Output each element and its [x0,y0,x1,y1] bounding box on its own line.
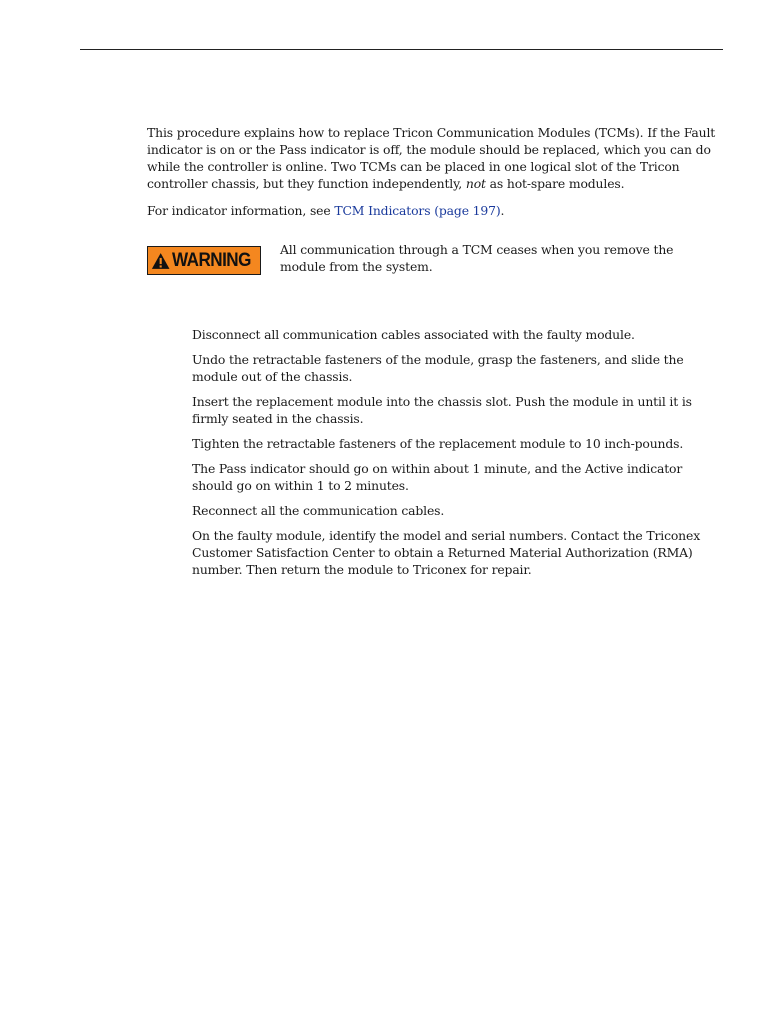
procedure-step: Reconnect all the communication cables. [192,503,445,518]
indicator-info-suffix: . [500,203,505,218]
indicator-info-prefix: For indicator information, see [147,203,335,218]
procedure-step: Insert the replacement module into the chassis slot. Push the module in until it is firmly seated in the chassis. [192,394,692,426]
intro-emphasis: not [465,176,486,191]
warning-label: WARNING [172,249,252,271]
warning-text: All communication through a TCM ceases when you remove the module from the system. [280,242,674,274]
warning-badge [147,246,261,275]
warning-triangle-icon [151,251,170,271]
procedure-step: Tighten the retractable fasteners of the replacement module to 10 inch-pounds. [192,436,684,451]
procedure-steps [192,326,725,586]
intro-text-end: as hot-spare modules. [485,176,625,191]
procedure-step: Disconnect all communication cables associated with the faulty module. [192,327,635,342]
intro-paragraph [147,124,725,192]
procedure-step: On the faulty module, identify the model and serial numbers. Contact the Triconex Customer Satisfaction Center to obtain a Returned Material Authorization (RMA) number. Then return the module to Triconex for repair. [192,528,701,577]
procedure-step: The Pass indicator should go on within about 1 minute, and the Active indicator should go on within 1 to 2 minutes. [192,461,683,493]
indicator-info-paragraph [147,202,725,219]
intro-text: This procedure explains how to replace Tricon Communication Modules (TCMs). If the Fault indicator is on or the Pass indicator is off, the module should be replaced, which you can do while the controller is online. Two TCMs can be placed in one logical slot of the Tricon controller chassis, but they function independently, [147,125,716,191]
header-rule [80,49,723,50]
procedure-step: Undo the retractable fasteners of the module, grasp the fasteners, and slide the module out of the chassis. [192,352,684,384]
tcm-indicators-link[interactable]: TCM Indicators (page 197) [334,203,501,218]
